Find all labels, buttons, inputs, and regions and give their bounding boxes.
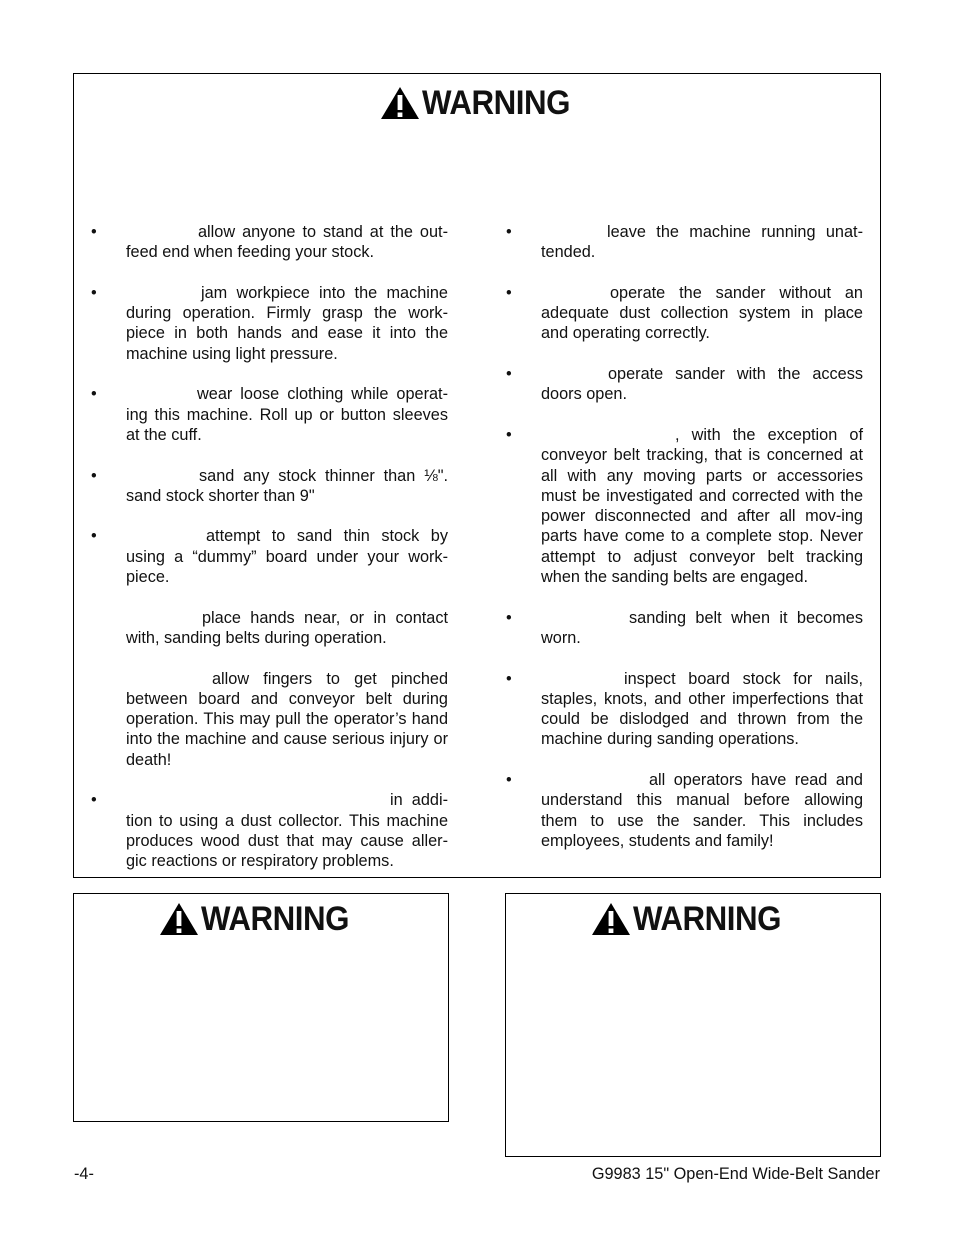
warning-triangle-icon: [159, 902, 199, 936]
left-warning-item-text: • jam workpiece into the machine during operation. Firmly grasp the work-piece in both hands and ease it into the machine using light pressure.: [126, 283, 448, 363]
left-column: [74, 222, 448, 872]
bottom-right-warning-heading: [591, 902, 794, 936]
left-warning-item: [74, 283, 448, 364]
right-warning-item: [489, 222, 863, 263]
right-warning-item-text: • all operators have read and understand this manual before allowing them to use the sander. This includes employees, students and family!: [541, 771, 863, 850]
left-warning-item: [74, 384, 448, 445]
left-warning-item: [74, 608, 448, 649]
right-warning-item-text: • leave the machine running unat-tended.: [541, 223, 863, 262]
right-warning-item-text: • , with the exception of conveyor belt tracking, that is concerned at all with any moving parts or accessories must be investigated and corrected with the power disconnected and after all mov-ing parts have come to a complete stop. Never attempt to adjust conveyor belt tracking when the sanding belts are engaged.: [541, 425, 863, 587]
item-spacer: [489, 344, 863, 364]
left-warning-item: [74, 466, 448, 507]
bottom-left-warning-box: [73, 893, 449, 1122]
left-warning-item: [74, 790, 448, 871]
right-warning-item-text: • inspect board stock for nails, staples, knots, and other imperfections that could be dislodged and thrown from the machine during sanding operations.: [541, 669, 863, 749]
right-column: [489, 222, 863, 851]
item-spacer: [489, 587, 863, 607]
right-warning-item: [489, 608, 863, 649]
bottom-left-warning-heading: [159, 902, 362, 936]
right-warning-item: [489, 770, 863, 851]
right-warning-item: [489, 669, 863, 750]
left-warning-item-text: • attempt to sand thin stock by using a “dummy” board under your work-piece.: [126, 527, 448, 587]
left-warning-item-text: • in addi-tion to using a dust collector. This machine produces wood dust that may cause aller-gic reactions or respiratory problems.: [126, 791, 448, 871]
right-warning-item: [489, 364, 863, 405]
item-spacer: [74, 364, 448, 384]
document-title: G9983 15" Open-End Wide-Belt Sander: [591, 1165, 880, 1183]
bottom-left-warning-word: WARNING: [201, 900, 349, 938]
item-spacer: [489, 648, 863, 668]
item-spacer: [74, 770, 448, 790]
left-warning-item-text: • allow anyone to stand at the out-feed end when feeding your stock.: [126, 223, 448, 262]
left-warning-item: [74, 222, 448, 263]
right-warning-item: [489, 425, 863, 587]
left-warning-item-text: • wear loose clothing while operat-ing this machine. Roll up or button sleeves at the cuff.: [126, 385, 448, 444]
left-warning-item: [74, 669, 448, 770]
left-warning-item-text: • sand any stock thinner than ⅛". sand stock shorter than 9": [126, 466, 448, 505]
item-spacer: [489, 750, 863, 770]
right-warning-item: [489, 283, 863, 344]
right-warning-item-text: • operate sander with the access doors open.: [541, 365, 863, 404]
item-spacer: [74, 506, 448, 526]
top-warning-word: WARNING: [422, 84, 570, 122]
top-warning-heading: [380, 86, 583, 120]
item-spacer: [74, 648, 448, 668]
bottom-right-warning-box: [505, 893, 881, 1157]
item-spacer: [489, 263, 863, 283]
item-spacer: [489, 405, 863, 425]
left-warning-item-text: allow fingers to get pinched between board and conveyor belt during operation. This may pull the operator’s hand into the machine and cause serious injury or death!: [126, 669, 448, 769]
warning-triangle-icon: [380, 86, 420, 120]
right-warning-item-text: • sanding belt when it becomes worn.: [541, 608, 863, 647]
bottom-right-warning-word: WARNING: [633, 900, 781, 938]
page-number: -4-: [74, 1165, 94, 1183]
item-spacer: [74, 445, 448, 465]
item-spacer: [74, 587, 448, 607]
left-warning-item-text: place hands near, or in contact with, sanding belts during operation.: [126, 608, 448, 647]
item-spacer: [74, 263, 448, 283]
left-warning-item: [74, 526, 448, 587]
right-warning-item-text: • operate the sander without an adequate dust collection system in place and operating correctly.: [541, 283, 863, 343]
warning-triangle-icon: [591, 902, 631, 936]
